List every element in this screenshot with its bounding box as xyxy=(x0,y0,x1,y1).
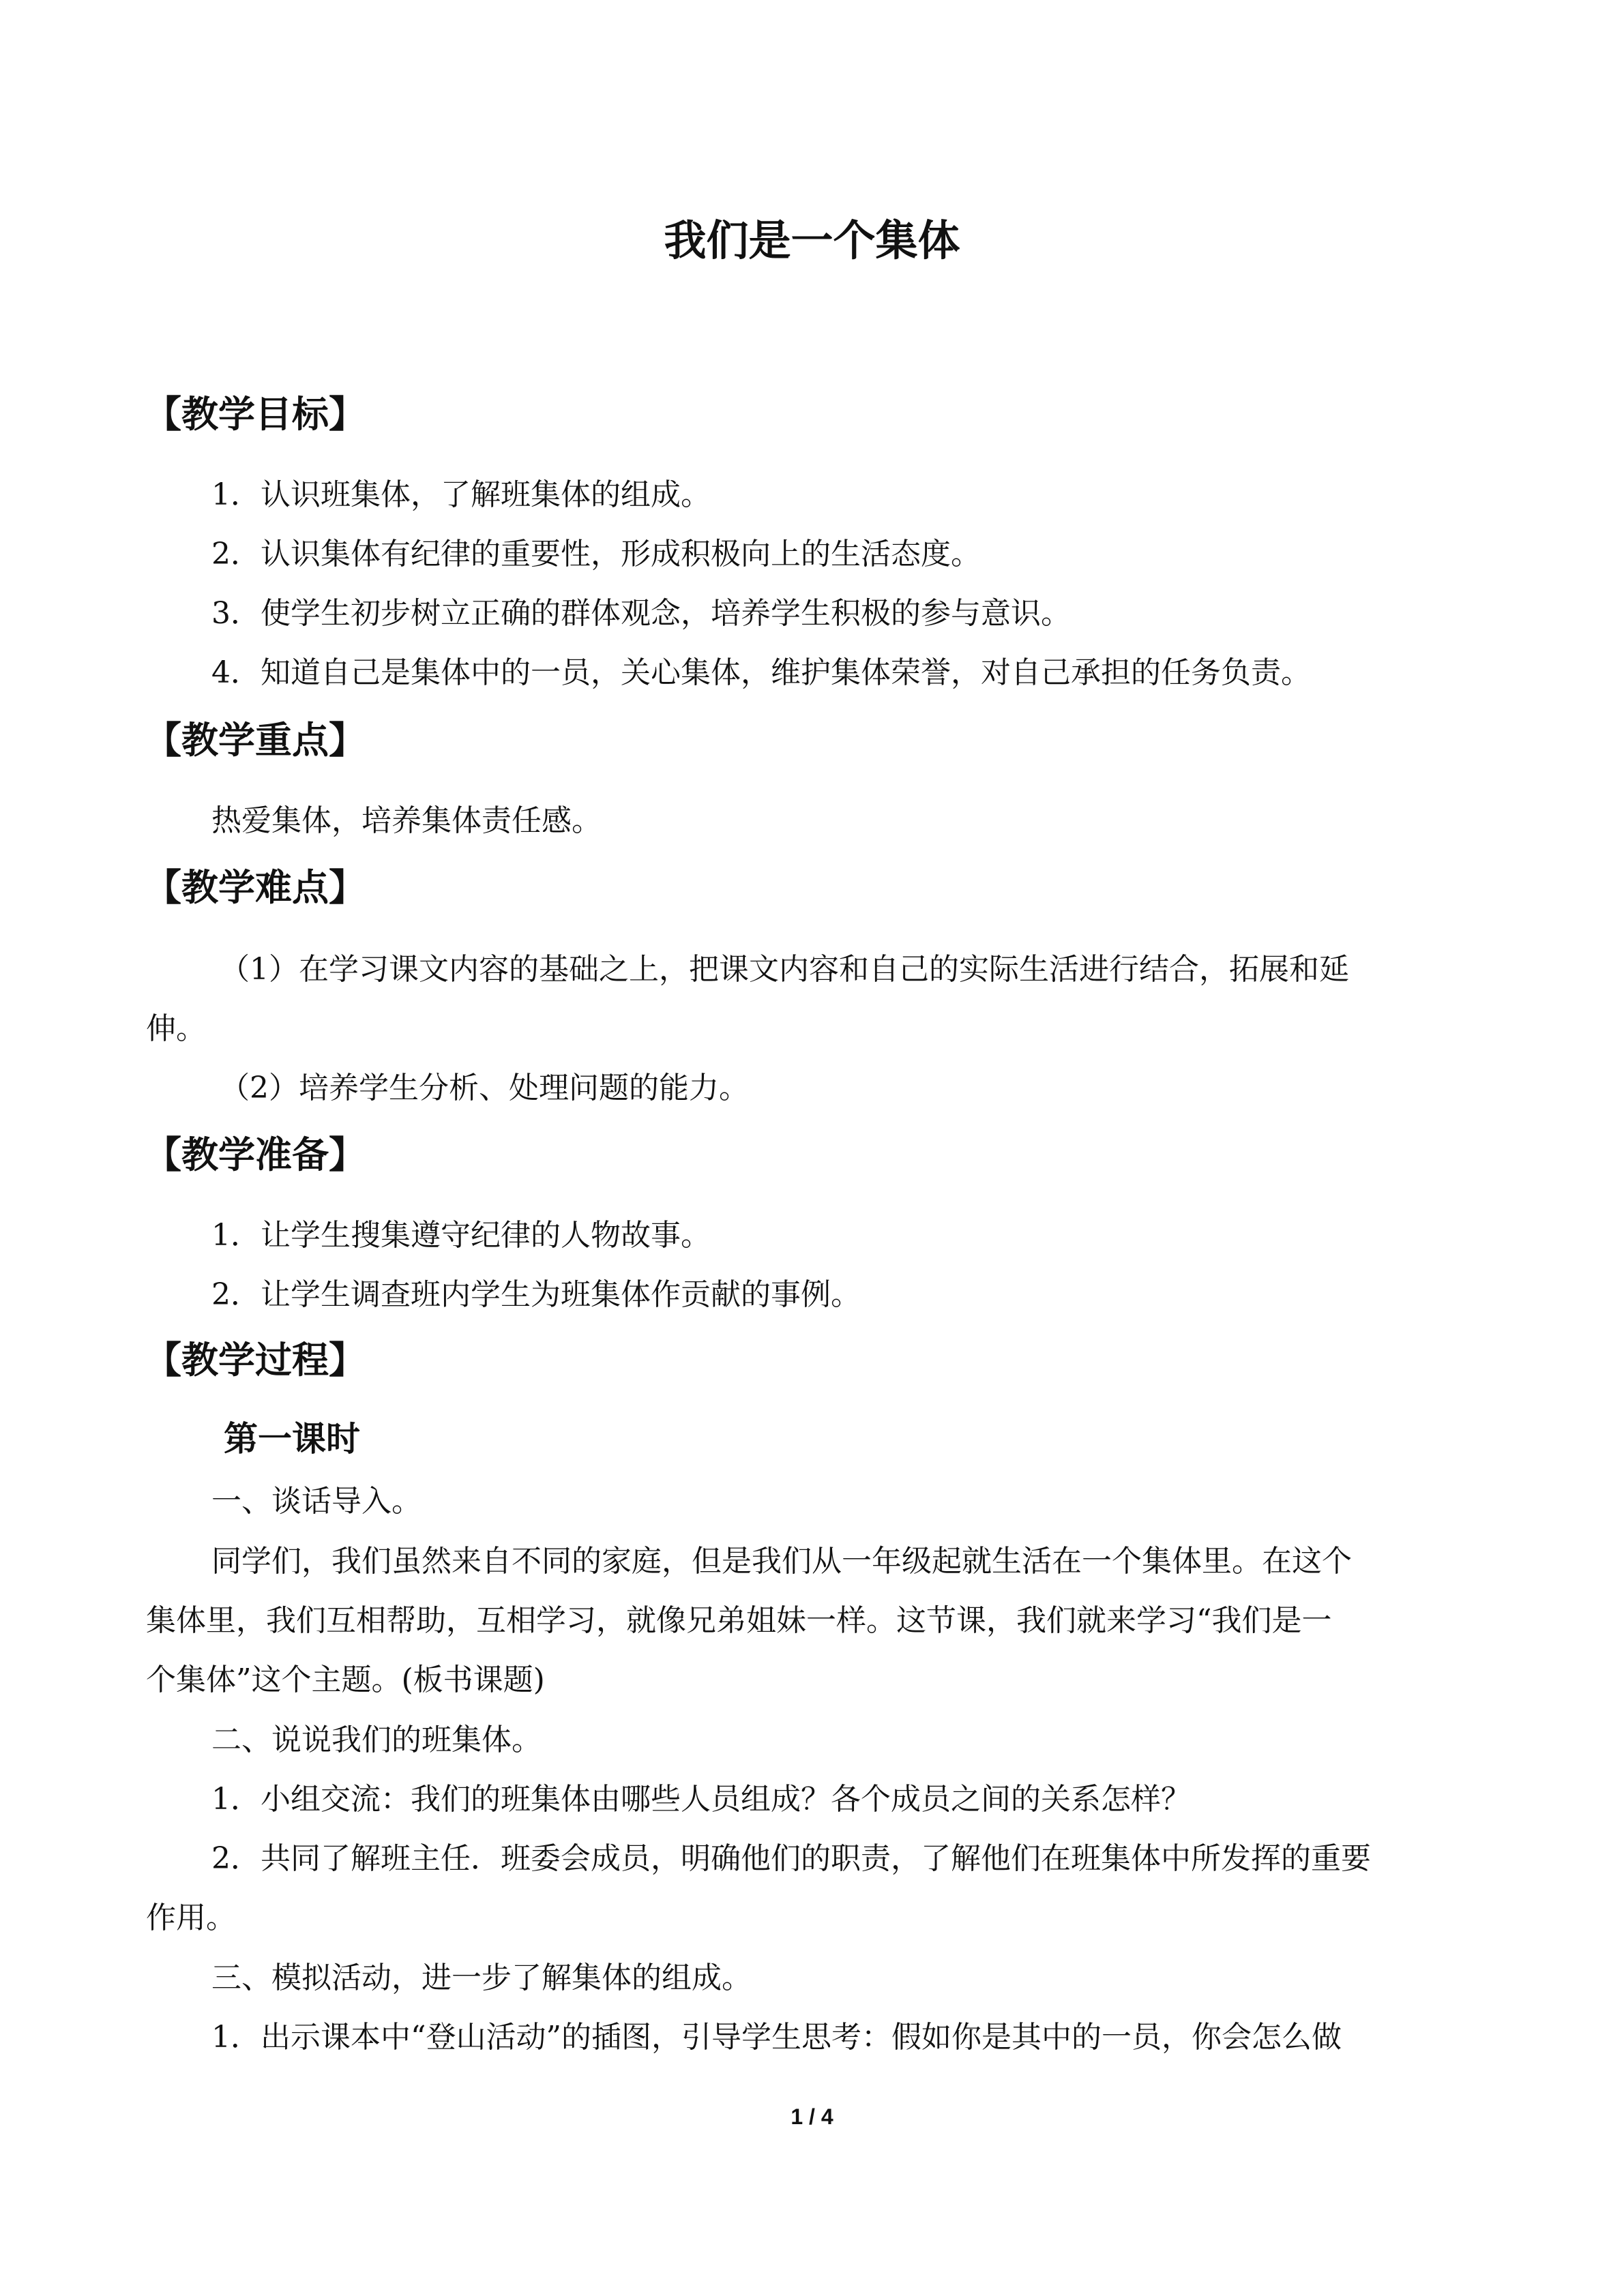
document-title: 我们是一个集体 xyxy=(664,215,960,265)
section-heading-objectives: 【教学目标】 xyxy=(145,393,366,436)
section-heading-difficulties: 【教学难点】 xyxy=(145,866,366,909)
section-heading-process: 【教学过程】 xyxy=(145,1339,366,1382)
difficulty-item-1-line-2: 伸。 xyxy=(146,1011,206,1046)
process-step-3: 三、模拟活动，进一步了解集体的组成。 xyxy=(211,1960,752,1995)
objective-item-1: 1．认识班集体，了解班集体的组成。 xyxy=(211,477,711,512)
process-step-2-item-2-line-1: 2．共同了解班主任．班委会成员，明确他们的职责，了解他们在班集体中所发挥的重要 xyxy=(211,1841,1371,1876)
difficulty-item-1-line-1: （1）在学习课文内容的基础之上，把课文内容和自己的实际生活进行结合，拓展和延 xyxy=(220,952,1349,987)
preparation-item-2: 2．让学生调查班内学生为班集体作贡献的事例。 xyxy=(211,1277,861,1312)
section-heading-key-points: 【教学重点】 xyxy=(145,719,366,762)
objective-item-2: 2．认识集体有纪律的重要性，形成积极向上的生活态度。 xyxy=(211,537,981,571)
process-step-2: 二、说说我们的班集体。 xyxy=(211,1723,542,1757)
preparation-item-1: 1．让学生搜集遵守纪律的人物故事。 xyxy=(211,1218,711,1253)
section-heading-preparation: 【教学准备】 xyxy=(145,1133,366,1176)
objective-item-4: 4．知道自己是集体中的一员，关心集体，维护集体荣誉，对自己承担的任务负责。 xyxy=(211,655,1311,690)
process-step-3-item-1: 1．出示课本中“登山活动”的插图，引导学生思考：假如你是其中的一员，你会怎么做 xyxy=(211,2020,1342,2055)
lesson-title: 第一课时 xyxy=(224,1419,360,1459)
process-step-2-item-1: 1．小组交流：我们的班集体由哪些人员组成？各个成员之间的关系怎样？ xyxy=(211,1782,1191,1817)
objective-item-3: 3．使学生初步树立正确的群体观念，培养学生积极的参与意识。 xyxy=(211,596,1071,631)
process-intro-line-1: 同学们，我们虽然来自不同的家庭，但是我们从一年级起就生活在一个集体里。在这个 xyxy=(211,1544,1352,1579)
process-step-1: 一、谈话导入。 xyxy=(211,1484,422,1519)
page-number: 1 / 4 xyxy=(791,2104,833,2129)
difficulty-item-2: （2）培养学生分析、处理问题的能力。 xyxy=(220,1071,749,1105)
process-step-2-item-2-line-2: 作用。 xyxy=(146,1900,236,1935)
key-points-text: 热爱集体，培养集体责任感。 xyxy=(211,803,602,838)
process-intro-line-2: 集体里，我们互相帮助，互相学习，就像兄弟姐妹一样。这节课，我们就来学习“我们是一 xyxy=(146,1603,1332,1638)
process-intro-line-3: 个集体”这个主题。(板书课题) xyxy=(146,1663,545,1697)
